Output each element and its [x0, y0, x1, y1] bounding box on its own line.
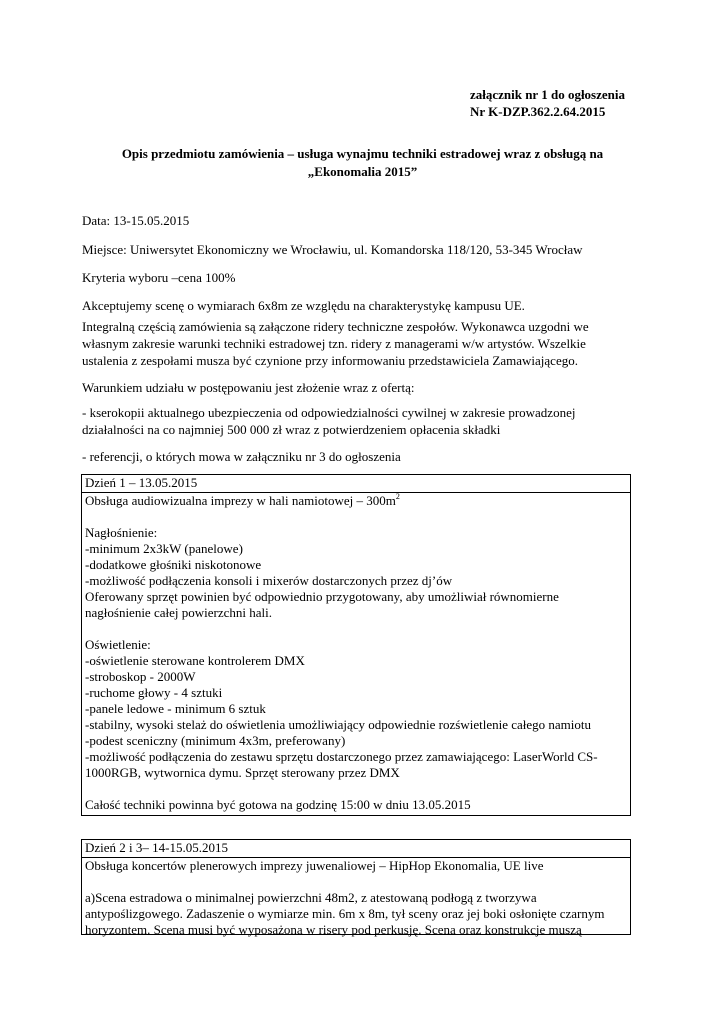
attachment-header [470, 86, 625, 120]
participation-condition: Warunkiem udziału w postępowaniu jest złożenie wraz z ofertą: [82, 380, 415, 395]
document-title [80, 145, 645, 181]
day23-body [82, 858, 630, 938]
riders-line: własnym zakresie warunki techniki estradowej tzn. ridery z managerami w/w artystów. Wszelkie [82, 336, 586, 351]
day1-heading: Dzień 1 – 13.05.2015 [82, 475, 630, 493]
riders-paragraph [82, 318, 642, 369]
stage-text-line: horyzontem. Scena musi być wyposażona w risery pod perkusję. Scena oraz konstrukcje muszą [85, 922, 582, 937]
references-requirement: - referencji, o których mowa w załączniku nr 3 do ogłoszenia [82, 449, 401, 464]
sound-note: Oferowany sprzęt powinien być odpowiednio przygotowany, aby umożliwiał równomierne [85, 589, 559, 604]
day1-body [82, 493, 630, 813]
insurance-line: - kserokopii aktualnego ubezpieczenia od odpowiedzialności cywilnej w zakresie prowadzonej [82, 405, 576, 420]
light-item: -podest sceniczny (minimum 4x3m, preferowany) [85, 733, 346, 748]
insurance-line: działalności na co najmniej 500 000 zł wraz z potwierdzeniem opłacenia składki [82, 422, 501, 437]
sound-title: Nagłośnienie: [85, 525, 158, 540]
stage-acceptance: Akceptujemy scenę o wymiarach 6x8m ze względu na charakterystykę kampusu UE. [82, 298, 525, 313]
sound-note: nagłośnienie całej powierzchni hali. [85, 605, 272, 620]
sound-item: -minimum 2x3kW (panelowe) [85, 541, 243, 556]
light-item: -możliwość podłączenia do zestawu sprzętu dostarczonego przez zamawiającego: LaserWorld CS- [85, 749, 598, 764]
day23-subtitle: Obsługa koncertów plenerowych imprezy juwenaliowej – HipHop Ekonomalia, UE live [85, 858, 544, 873]
title-line-1: Opis przedmiotu zamówienia – usługa wynajmu techniki estradowej wraz z obsługą na [121, 146, 604, 161]
sound-item: -dodatkowe głośniki niskotonowe [85, 557, 262, 572]
light-item: -panele ledowe - minimum 6 sztuk [85, 701, 266, 716]
insurance-requirement [82, 404, 642, 438]
stage-text-line: a)Scena estradowa o minimalnej powierzchni 48m2, z atestowaną podłogą z tworzywa [85, 890, 537, 905]
light-item: -stabilny, wysoki stelaż do oświetlenia umożliwiający odpowiednie rozświetlenie całego namiotu [85, 717, 592, 732]
selection-criteria: Kryteria wyboru –cena 100% [82, 270, 236, 285]
day23-table [81, 839, 631, 935]
light-item: -stroboskop - 2000W [85, 669, 196, 684]
attachment-label: załącznik nr 1 do ogłoszenia [469, 87, 625, 102]
title-line-2: „Ekonomalia 2015” [307, 164, 418, 179]
sound-item: -możliwość podłączenia konsoli i mixerów dostarczonych przez dj’ów [85, 573, 453, 588]
light-item: -ruchome głowy - 4 sztuki [85, 685, 223, 700]
event-date: Data: 13-15.05.2015 [82, 213, 190, 228]
day1-subtitle: Obsługa audiowizualna imprezy w hali namiotowej – $300m^2$ [85, 492, 400, 508]
superscript-2: 2 [395, 492, 400, 501]
reference-number: Nr K-DZP.362.2.64.2015 [469, 104, 606, 119]
ready-note: Całość techniki powinna być gotowa na godzinę 15:00 w dniu 13.05.2015 [85, 797, 471, 812]
event-place: Miejsce: Uniwersytet Ekonomiczny we Wrocławiu, ul. Komandorska 118/120, 53-345 Wrocław [82, 242, 583, 257]
riders-line: Integralną częścią zamówienia są załączone ridery techniczne zespołów. Wykonawca uzgodni we [82, 319, 589, 334]
light-item: 1000RGB, wytwornica dymu. Sprzęt sterowany przez DMX [85, 765, 400, 780]
light-item: -oświetlenie sterowane kontrolerem DMX [85, 653, 305, 668]
day23-heading: Dzień 2 i 3– 14-15.05.2015 [82, 840, 630, 858]
riders-line: ustalenia z zespołami musza być czynione przy informowaniu przedstawiciela Zamawiającego. [82, 353, 578, 368]
day1-table [81, 474, 631, 816]
light-title: Oświetlenie: [85, 637, 151, 652]
stage-text-line: antypoślizgowego. Zadaszenie o wymiarze min. 6m x 8m, tył sceny oraz jej boki osłonięte czarnym [85, 906, 605, 921]
